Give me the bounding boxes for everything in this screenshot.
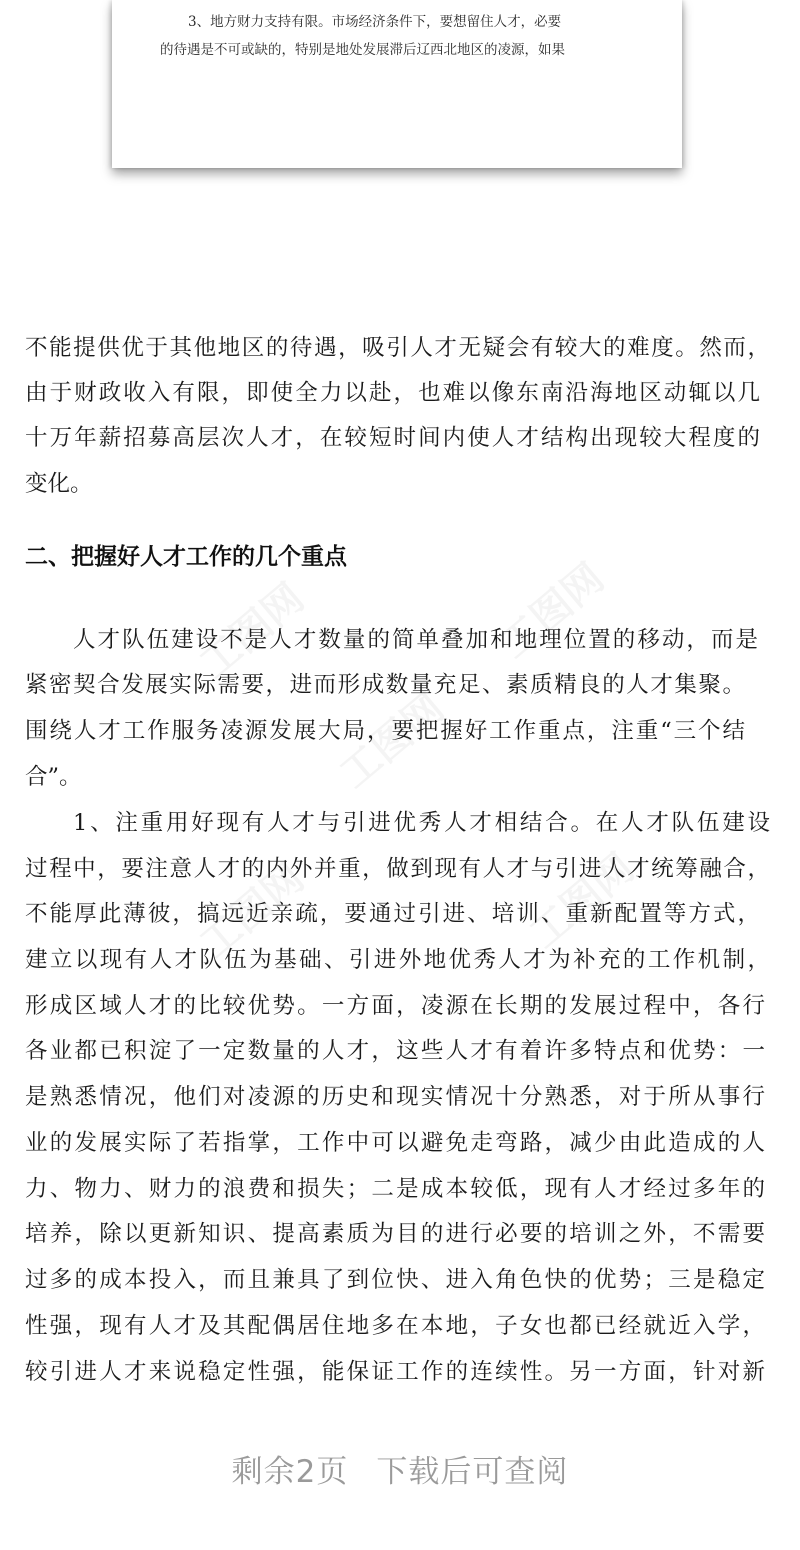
preview-line: 的待遇是不可或缺的，特别是地处发展滞后辽西北地区的凌源，如果: [160, 42, 565, 58]
body-text-line: 力、物力、财力的浪费和损失；二是成本较低，现有人才经过多年的: [25, 1176, 765, 1202]
body-text-line: 是熟悉情况，他们对凌源的历史和现实情况十分熟悉，对于所从事行: [25, 1084, 765, 1110]
body-text-line: 培养，除以更新知识、提高素质为目的进行必要的培训之外，不需要: [25, 1221, 765, 1247]
body-text-line: 十万年薪招募高层次人才，在较短时间内使人才结构出现较大程度的: [25, 425, 760, 451]
body-text-line: 性强，现有人才及其配偶居住地多在本地，子女也都已经就近入学，: [25, 1313, 765, 1339]
download-to-view-label: 下载后可查阅: [376, 1454, 569, 1490]
body-text-line: 过多的成本投入，而且兼具了到位快、进入角色快的优势；三是稳定: [25, 1267, 765, 1293]
body-text-line: 1、注重用好现有人才与引进优秀人才相结合。在人才队伍建设: [73, 810, 770, 836]
preview-line: 3、地方财力支持有限。市场经济条件下，要想留住人才，必要: [188, 14, 562, 30]
remaining-pages-label: 剩余2页: [231, 1454, 349, 1490]
body-text-line: 合”。: [25, 764, 82, 790]
body-text-line: 不能厚此薄彼，搞远近亲疏，要通过引进、培训、重新配置等方式，: [25, 901, 760, 927]
section-heading: 二、把握好人才工作的几个重点: [25, 544, 347, 570]
body-text-line: 业的发展实际了若指掌，工作中可以避免走弯路，减少由此造成的人: [25, 1130, 765, 1156]
body-text-line: 紧密契合发展实际需要，进而形成数量充足、素质精良的人才集聚。: [25, 672, 745, 698]
body-text-line: 人才队伍建设不是人才数量的简单叠加和地理位置的移动，而是: [73, 627, 758, 653]
body-text-line: 较引进人才来说稳定性强，能保证工作的连续性。另一方面，针对新: [25, 1359, 765, 1385]
body-text-line: 形成区域人才的比较优势。一方面，凌源在长期的发展过程中，各行: [25, 993, 765, 1019]
page-preview-card: [112, 0, 682, 168]
body-text-line: 各业都已积淀了一定数量的人才，这些人才有着许多特点和优势：一: [25, 1038, 765, 1064]
download-prompt[interactable]: [0, 1450, 800, 1494]
body-text-line: 建立以现有人才队伍为基础、引进外地优秀人才为补充的工作机制，: [25, 947, 770, 973]
body-text-line: 过程中，要注意人才的内外并重，做到现有人才与引进人才统筹融合，: [25, 856, 770, 882]
body-text-line: 由于财政收入有限，即使全力以赴，也难以像东南沿海地区动辄以几: [25, 380, 760, 406]
body-text-line: 围绕人才工作服务凌源发展大局，要把握好工作重点，注重“三个结: [25, 718, 745, 744]
body-text-line: 变化。: [25, 471, 93, 497]
body-text-line: 不能提供优于其他地区的待遇，吸引人才无疑会有较大的难度。然而，: [25, 335, 770, 361]
